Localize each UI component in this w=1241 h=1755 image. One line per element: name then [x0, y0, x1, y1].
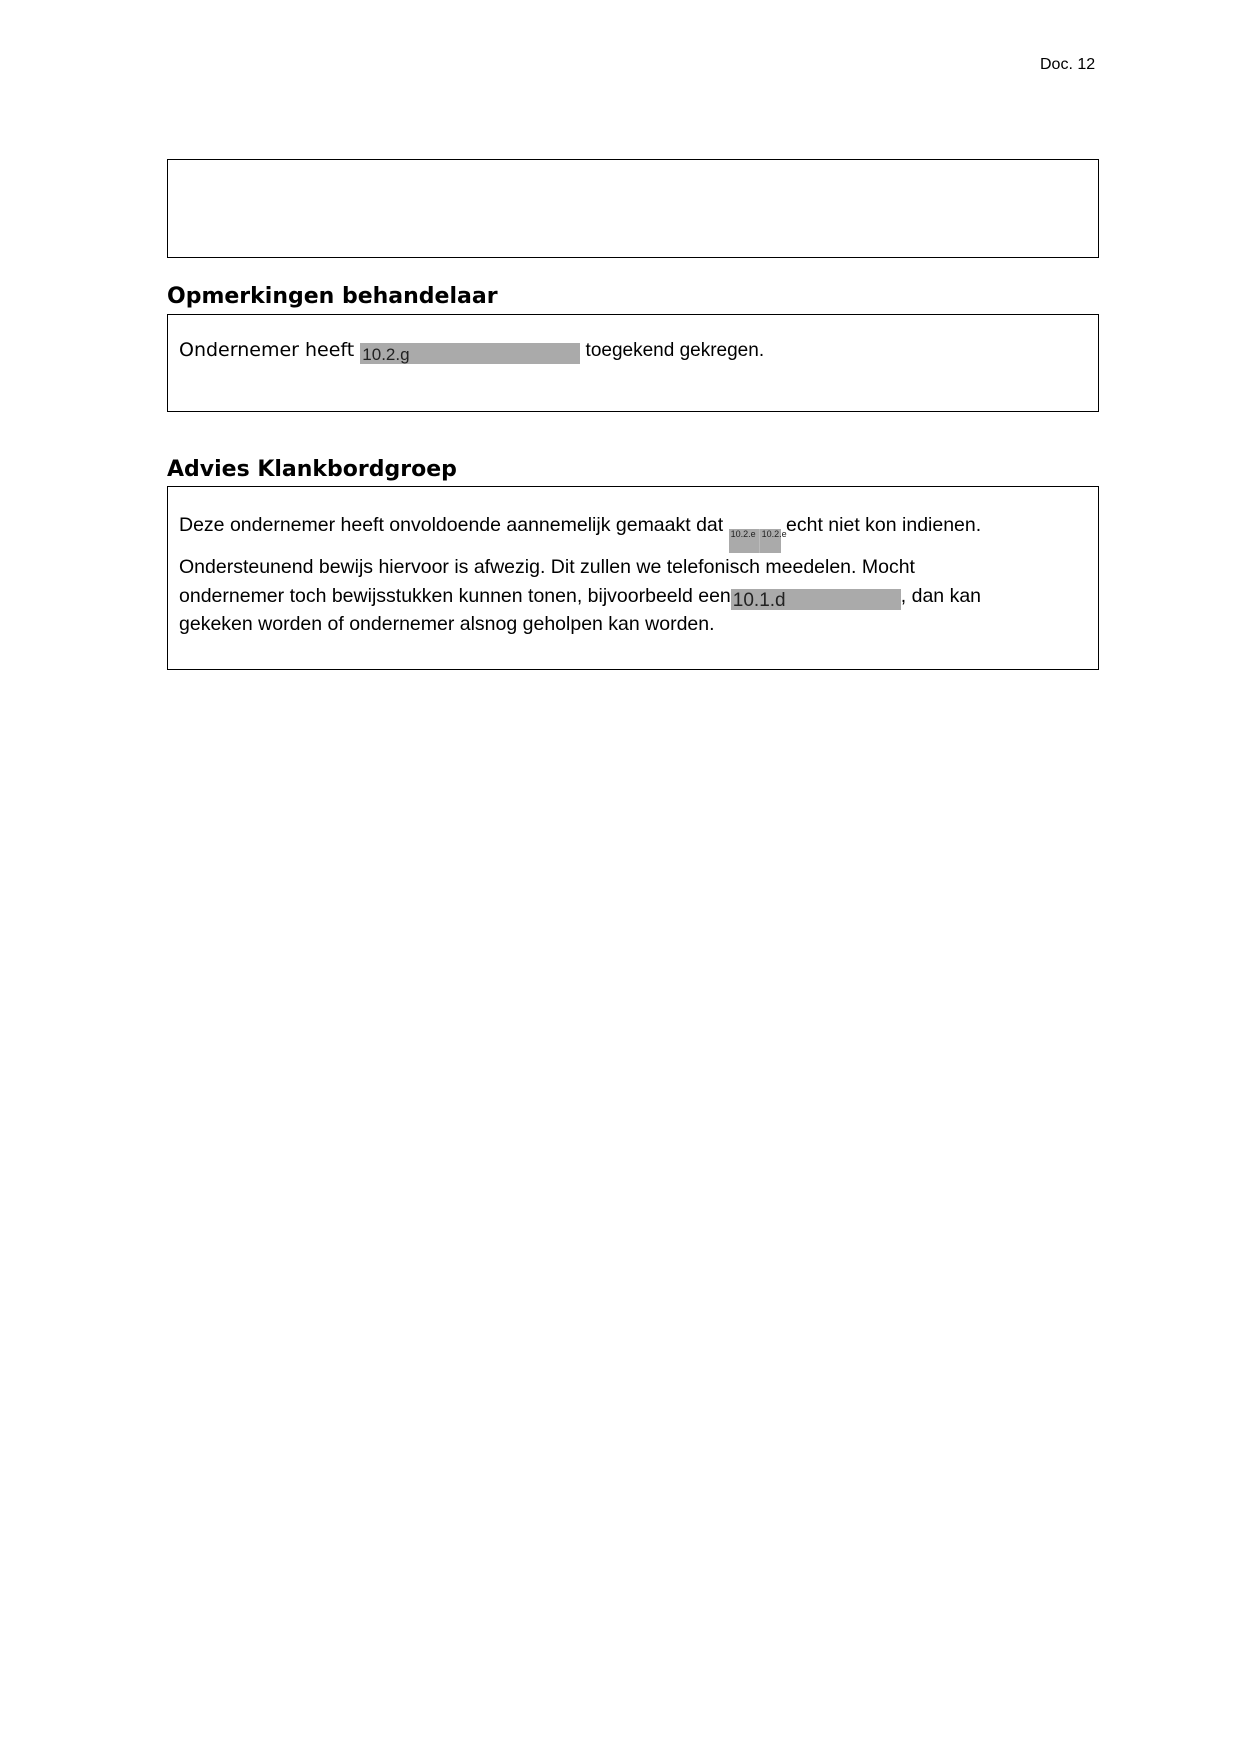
line-3	[179, 582, 981, 611]
advies-box	[167, 486, 1099, 670]
advies-text	[179, 511, 981, 639]
redaction-block: 10.1.d	[731, 589, 901, 610]
redaction-block: 10.2.g	[360, 343, 580, 364]
text: toegekend gekregen.	[580, 340, 765, 361]
opmerkingen-text	[179, 339, 764, 364]
redaction-block: 10.2.e	[759, 529, 781, 553]
text: , dan kan	[900, 584, 982, 607]
empty-box	[167, 159, 1099, 258]
text: echt niet kon indienen.	[780, 514, 982, 536]
redaction-block: 10.2.e	[729, 529, 759, 553]
text: ondernemer toch bewijsstukken kunnen tonen, bijvoorbeeld een	[179, 584, 731, 607]
document-number: Doc. 12	[1040, 56, 1096, 73]
opmerkingen-box	[167, 314, 1099, 412]
line-2: Ondersteunend bewijs hiervoor is afwezig. Dit zullen we telefonisch meedelen. Mocht	[179, 556, 915, 578]
text: Ondernemer heeft	[179, 339, 361, 361]
section-title-advies: Advies Klankbordgroep	[167, 457, 457, 482]
section-title-opmerkingen: Opmerkingen behandelaar	[167, 284, 498, 309]
text: Deze ondernemer heeft onvoldoende aannemelijk gemaakt dat	[179, 514, 729, 536]
line-1	[179, 511, 981, 553]
line-4: gekeken worden of ondernemer alsnog geholpen kan worden.	[179, 613, 715, 635]
